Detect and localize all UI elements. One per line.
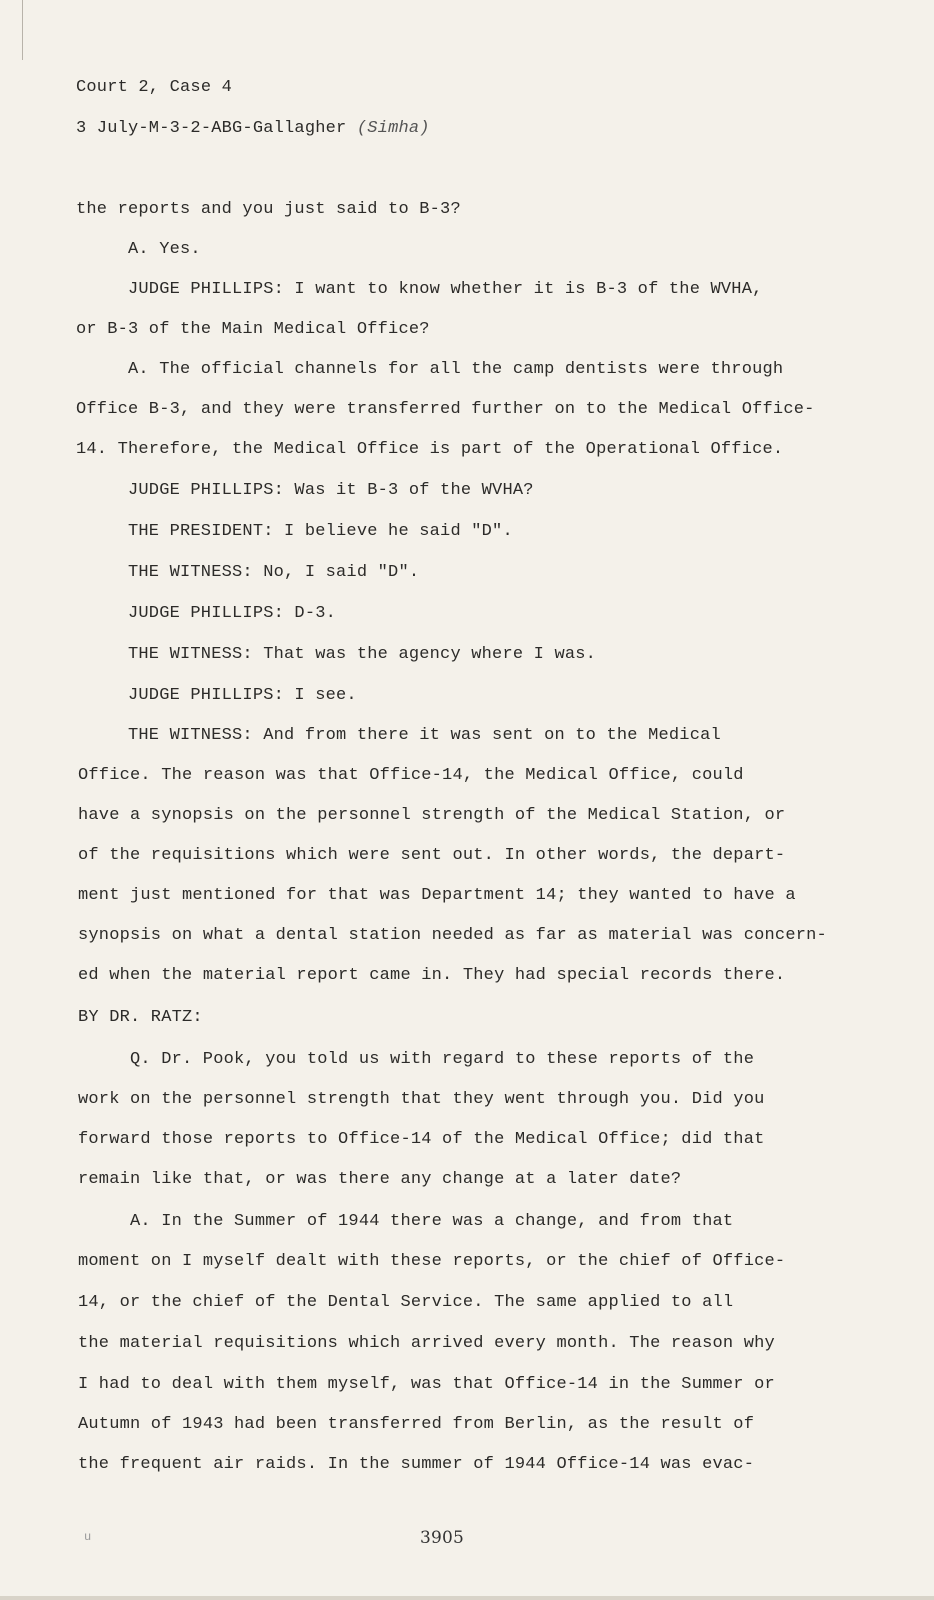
transcript-line: THE WITNESS: No, I said "D". [128,563,420,582]
handwritten-annotation: (Simha) [356,119,430,138]
transcript-line: Autumn of 1943 had been transferred from Berlin, as the result of [78,1415,755,1434]
transcript-line: the frequent air raids. In the summer of 1944 Office-14 was evac- [78,1455,755,1474]
transcript-line: THE WITNESS: And from there it was sent on to the Medical [128,726,721,745]
transcript-line: work on the personnel strength that they went through you. Did you [78,1090,765,1109]
transcript-line: have a synopsis on the personnel strength of the Medical Station, or [78,806,786,825]
transcript-line: THE WITNESS: That was the agency where I was. [128,645,597,664]
transcript-line: JUDGE PHILLIPS: D-3. [128,604,337,623]
transcript-line: Q. Dr. Pook, you told us with regard to these reports of the [130,1050,755,1069]
transcript-line: ed when the material report came in. They had special records there. [78,966,786,985]
session-code: 3 July-M-3-2-ABG-Gallagher [76,119,347,138]
transcript-line: forward those reports to Office-14 of the Medical Office; did that [78,1130,765,1149]
examiner-heading: BY DR. RATZ: [78,1008,203,1027]
transcript-line: I had to deal with them myself, was that Office-14 in the Summer or [78,1375,775,1394]
transcript-line: moment on I myself dealt with these reports, or the chief of Office- [78,1252,786,1271]
transcript-line: JUDGE PHILLIPS: I see. [128,686,357,705]
page-number: 3905 [420,1528,465,1548]
margin-rule [22,0,23,60]
transcript-line: the material requisitions which arrived every month. The reason why [78,1334,775,1353]
transcript-line: 14, or the chief of the Dental Service. The same applied to all [78,1293,734,1312]
transcript-line: synopsis on what a dental station needed as far as material was concern- [78,926,827,945]
transcript-line: remain like that, or was there any change at a later date? [78,1170,682,1189]
transcript-line: JUDGE PHILLIPS: I want to know whether it is B-3 of the WVHA, [128,280,763,299]
transcript-line: A. The official channels for all the camp dentists were through [128,360,784,379]
transcript-line: the reports and you just said to B-3? [76,200,461,219]
transcript-line: Office B-3, and they were transferred further on to the Medical Office- [76,400,815,419]
transcript-line: A. Yes. [128,240,201,259]
transcript-line: of the requisitions which were sent out. In other words, the depart- [78,846,786,865]
transcript-line: THE PRESIDENT: I believe he said "D". [128,522,513,541]
page-bottom-edge [0,1596,934,1600]
transcript-line: or B-3 of the Main Medical Office? [76,320,430,339]
transcript-line: 14. Therefore, the Medical Office is part of the Operational Office. [76,440,784,459]
session-code-line [76,119,430,138]
transcript-line: JUDGE PHILLIPS: Was it B-3 of the WVHA? [128,481,534,500]
transcript-line: ment just mentioned for that was Department 14; they wanted to have a [78,886,796,905]
court-header: Court 2, Case 4 [76,78,233,97]
transcript-line: Office. The reason was that Office-14, the Medical Office, could [78,766,744,785]
footer-mark: u [84,1530,92,1544]
transcript-line: A. In the Summer of 1944 there was a change, and from that [130,1212,734,1231]
